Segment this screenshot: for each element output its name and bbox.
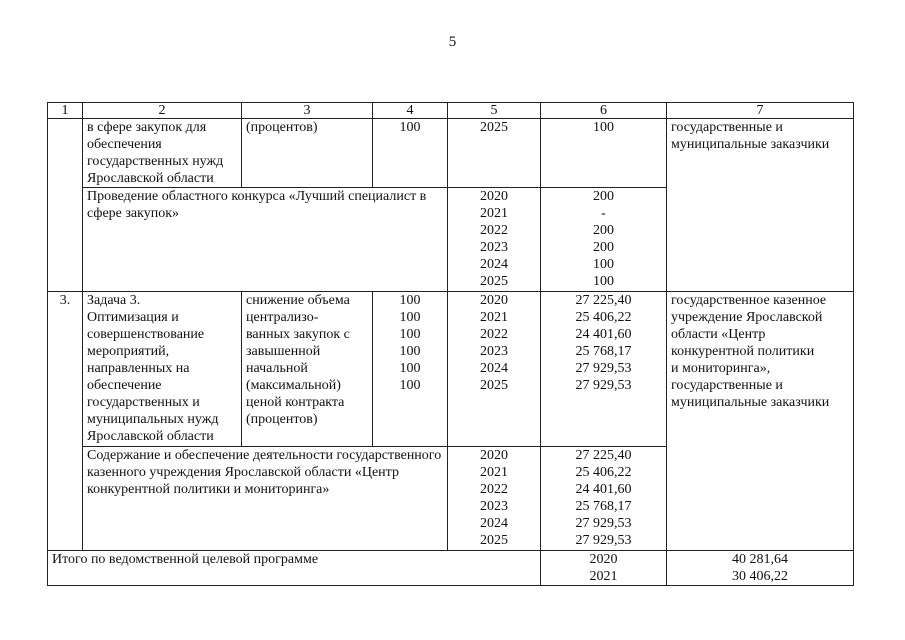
year: 2024: [480, 516, 508, 531]
year: 2021: [589, 569, 618, 584]
amount: 200: [593, 189, 614, 204]
measure-name-line: совершенствование: [87, 327, 205, 342]
measure-name-line: муниципальных нужд: [87, 412, 219, 427]
years-cell: [448, 447, 541, 551]
header-cell-1: 1: [48, 103, 83, 119]
indicator-line: ванных закупок с: [246, 327, 350, 342]
amounts-cell: [541, 188, 667, 292]
amounts-cell: [541, 119, 667, 188]
executor-cell: государственные и муниципальные заказчики: [667, 119, 854, 292]
indicator-line: снижение объема: [246, 293, 350, 308]
amount: 25 406,22: [575, 310, 632, 325]
indicator-line: (процентов): [246, 412, 318, 427]
indicator-line: ценой контракта: [246, 395, 345, 410]
program-table: [47, 102, 854, 586]
indicator-line: (максимальной): [246, 378, 341, 393]
amount: 27 225,40: [575, 293, 632, 308]
measure-name-line: мероприятий,: [87, 344, 170, 359]
total-label: Итого по ведомственной целевой программе: [48, 551, 541, 586]
table-row: [48, 119, 854, 188]
years-cell: [448, 292, 541, 447]
amount: 25 768,17: [575, 499, 632, 514]
amounts-cell: [667, 551, 854, 586]
measure-name-line: обеспечение: [87, 378, 162, 393]
year: 2022: [480, 482, 508, 497]
table-row: [48, 292, 854, 447]
measure-name-line: Ярославской области: [87, 429, 214, 444]
year: 2025: [480, 378, 508, 393]
header-cell-2: 2: [83, 103, 242, 119]
indicator-name: [242, 292, 373, 447]
header-cell-4: 4: [373, 103, 448, 119]
executor-line: учреждение Ярославской: [671, 310, 823, 325]
year: 2023: [480, 240, 508, 255]
year: 2025: [480, 274, 508, 289]
amount: 27 225,40: [575, 448, 632, 463]
executor-line: государственное казенное: [671, 293, 827, 308]
measure-name-line: государственных и: [87, 395, 200, 410]
amount: 200: [593, 240, 614, 255]
indicator-name: (процентов): [242, 119, 373, 188]
year: 2024: [480, 361, 508, 376]
year: 2021: [480, 310, 508, 325]
year: 2023: [480, 499, 508, 514]
page-number: 5: [448, 34, 457, 50]
indicator-value: 100: [399, 361, 421, 376]
measure-name: [83, 292, 242, 447]
executor-cell: [667, 292, 854, 551]
executor-line: государственные и: [671, 378, 783, 393]
amount: 25 768,17: [575, 344, 632, 359]
indicator-value: 100: [399, 344, 421, 359]
year: 2025: [480, 533, 508, 548]
header-cell-7: 7: [667, 103, 854, 119]
amount: 100: [593, 274, 614, 289]
amount: 30 406,22: [732, 569, 788, 584]
amount: 40 281,64: [732, 552, 788, 567]
row-number-cell: 3.: [48, 292, 83, 551]
year: 2023: [480, 344, 508, 359]
row-number-cell: [48, 119, 83, 292]
total-row: [48, 551, 854, 586]
year: 2022: [480, 327, 508, 342]
amount: 27 929,53: [575, 378, 632, 393]
amount: 27 929,53: [575, 361, 632, 376]
indicator-values-cell: [373, 292, 448, 447]
amount: 25 406,22: [575, 465, 632, 480]
years-cell: [448, 119, 541, 188]
measure-name: Проведение областного конкурса «Лучший специалист в сфере закупок»: [83, 188, 448, 292]
header-cell-3: 3: [242, 103, 373, 119]
indicator-value: 100: [399, 327, 421, 342]
indicator-line: завышенной: [246, 344, 321, 359]
amount: 27 929,53: [575, 516, 632, 531]
measure-name: в сфере закупок для обеспечения государственных нужд Ярославской области: [83, 119, 242, 188]
measure-name: Содержание и обеспечение деятельности государственного казенного учреждения Ярославской области «Центр конкурентной политики и мониторинга»: [83, 447, 448, 551]
indicator-value: 100: [399, 378, 421, 393]
header-cell-6: 6: [541, 103, 667, 119]
amount: 27 929,53: [575, 533, 632, 548]
executor-line: муниципальные заказчики: [671, 395, 830, 410]
years-cell: [541, 551, 667, 586]
year: 2025: [480, 120, 508, 135]
years-cell: [448, 188, 541, 292]
measure-name-line: Оптимизация и: [87, 310, 179, 325]
indicator-value: 100: [373, 119, 448, 188]
year: 2022: [480, 223, 508, 238]
year: 2024: [480, 257, 508, 272]
executor-line: области «Центр: [671, 327, 766, 342]
header-cell-5: 5: [448, 103, 541, 119]
year: 2020: [480, 189, 508, 204]
year: 2021: [480, 206, 508, 221]
indicator-line: начальной: [246, 361, 308, 376]
header-row: [48, 103, 854, 119]
executor-line: и мониторинга»,: [671, 361, 771, 376]
executor-line: конкурентной политики: [671, 344, 815, 359]
amounts-cell: [541, 292, 667, 447]
year: 2020: [480, 293, 508, 308]
indicator-line: централизо-: [246, 310, 319, 325]
year: 2021: [480, 465, 508, 480]
year: 2020: [589, 552, 618, 567]
amount: 100: [593, 120, 614, 135]
indicator-value: 100: [399, 293, 421, 308]
amount: 200: [593, 223, 614, 238]
measure-name-line: направленных на: [87, 361, 190, 376]
amount: -: [601, 206, 606, 221]
amount: 24 401,60: [575, 482, 632, 497]
measure-name-line: Задача 3.: [87, 293, 141, 308]
amount: 100: [593, 257, 614, 272]
amounts-cell: [541, 447, 667, 551]
amount: 24 401,60: [575, 327, 632, 342]
year: 2020: [480, 448, 508, 463]
indicator-value: 100: [399, 310, 421, 325]
